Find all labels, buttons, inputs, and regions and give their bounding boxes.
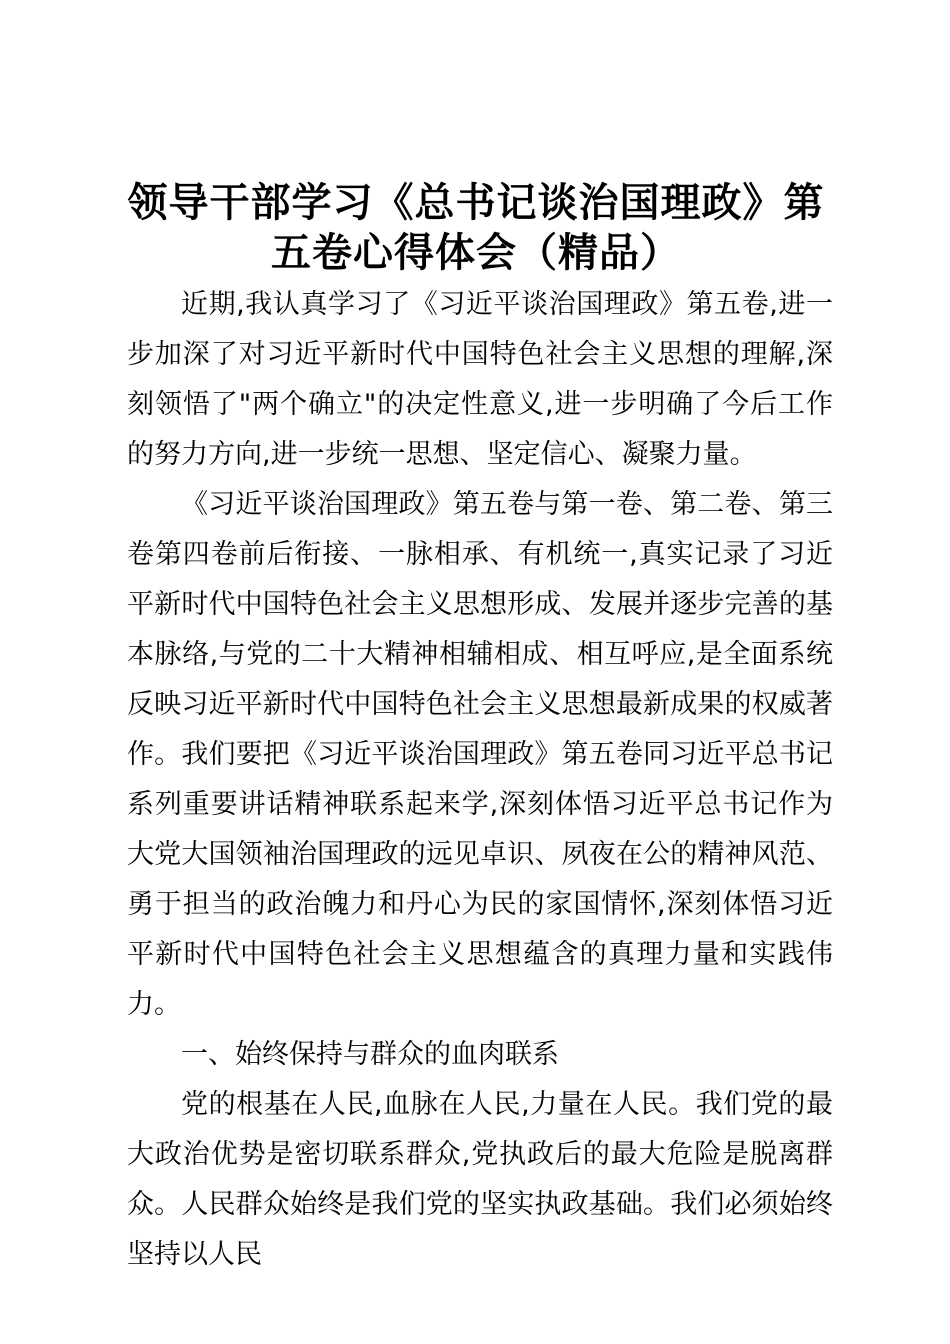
paragraph-intro: 近期,我认真学习了《习近平谈治国理政》第五卷,进一步加深了对习近平新时代中国特色社会主义思想的理解,深刻领悟了"两个确立"的决定性意义,进一步明确了今后工作的努力方向,进一步统一思想、坚定信心、凝聚力量。 [127, 289, 833, 470]
paragraph-section-one: 党的根基在人民,血脉在人民,力量在人民。我们党的最大政治优势是密切联系群众,党执政后的最大危险是脱离群众。人民群众始终是我们党的坚实执政基础。我们必须始终坚持以人民 [127, 1089, 833, 1270]
document-title: 领导干部学习《总书记谈治国理政》第五卷心得体会（精品） [127, 180, 825, 276]
document-body [127, 280, 833, 1280]
paragraph-volume-five: 《习近平谈治国理政》第五卷与第一卷、第二卷、第三卷第四卷前后衔接、一脉相承、有机统一,真实记录了习近平新时代中国特色社会主义思想形成、发展并逐步完善的基本脉络,与党的二十大精神相辅相成、相互呼应,是全面系统反映习近平新时代中国特色社会主义思想最新成果的权威著作。我们要把《习近平谈治国理政》第五卷同习近平总书记系列重要讲话精神联系起来学,深刻体悟习近平总书记作为大党大国领袖治国理政的远见卓识、夙夜在公的精神风范、勇于担当的政治魄力和丹心为民的家国情怀,深刻体悟习近平新时代中国特色社会主义思想蕴含的真理力量和实践伟力。 [127, 489, 833, 1020]
section-heading: 一、始终保持与群众的血肉联系 [181, 1039, 559, 1070]
